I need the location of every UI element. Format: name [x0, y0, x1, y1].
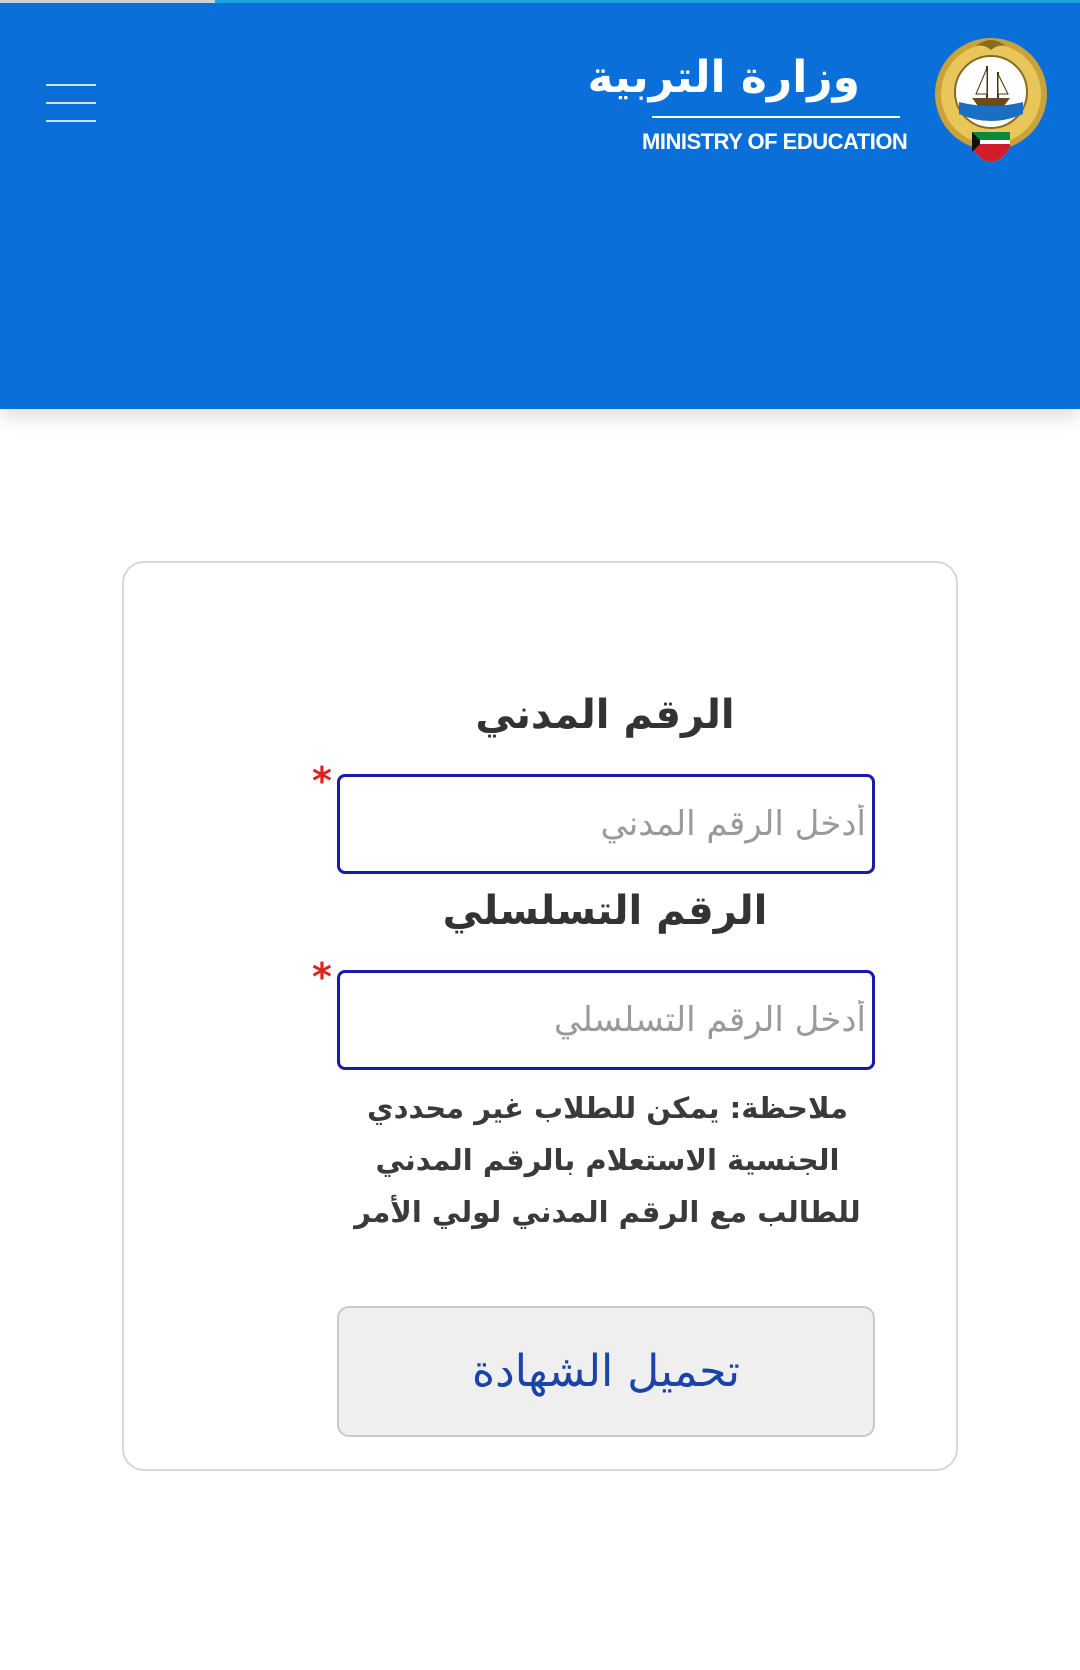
stateless-students-note: ملاحظة: يمكن للطلاب غير محددي الجنسية الاستعلام بالرقم المدني للطالب مع الرقم المدني لولي الأمر: [354, 1091, 861, 1229]
serial-number-input[interactable]: [337, 970, 875, 1070]
download-certificate-button[interactable]: تحميل الشهادة: [337, 1306, 875, 1437]
serial-number-label: الرقم التسلسلي: [442, 888, 768, 934]
civil-id-required-mark: *: [312, 759, 332, 803]
logo-english-text: MINISTRY OF EDUCATION: [642, 129, 908, 154]
site-header: [0, 0, 1080, 409]
ministry-logo[interactable]: [587, 36, 1050, 186]
civil-id-input[interactable]: [337, 774, 875, 874]
logo-arabic-text: وزارة التربية: [587, 52, 860, 103]
hamburger-menu-icon[interactable]: [44, 80, 100, 126]
serial-number-required-mark: *: [312, 955, 332, 999]
civil-id-label: الرقم المدني: [475, 692, 735, 738]
logo-divider: [652, 116, 900, 118]
page-load-progress-bar: [0, 0, 1080, 3]
kuwait-emblem-icon: [932, 36, 1050, 176]
